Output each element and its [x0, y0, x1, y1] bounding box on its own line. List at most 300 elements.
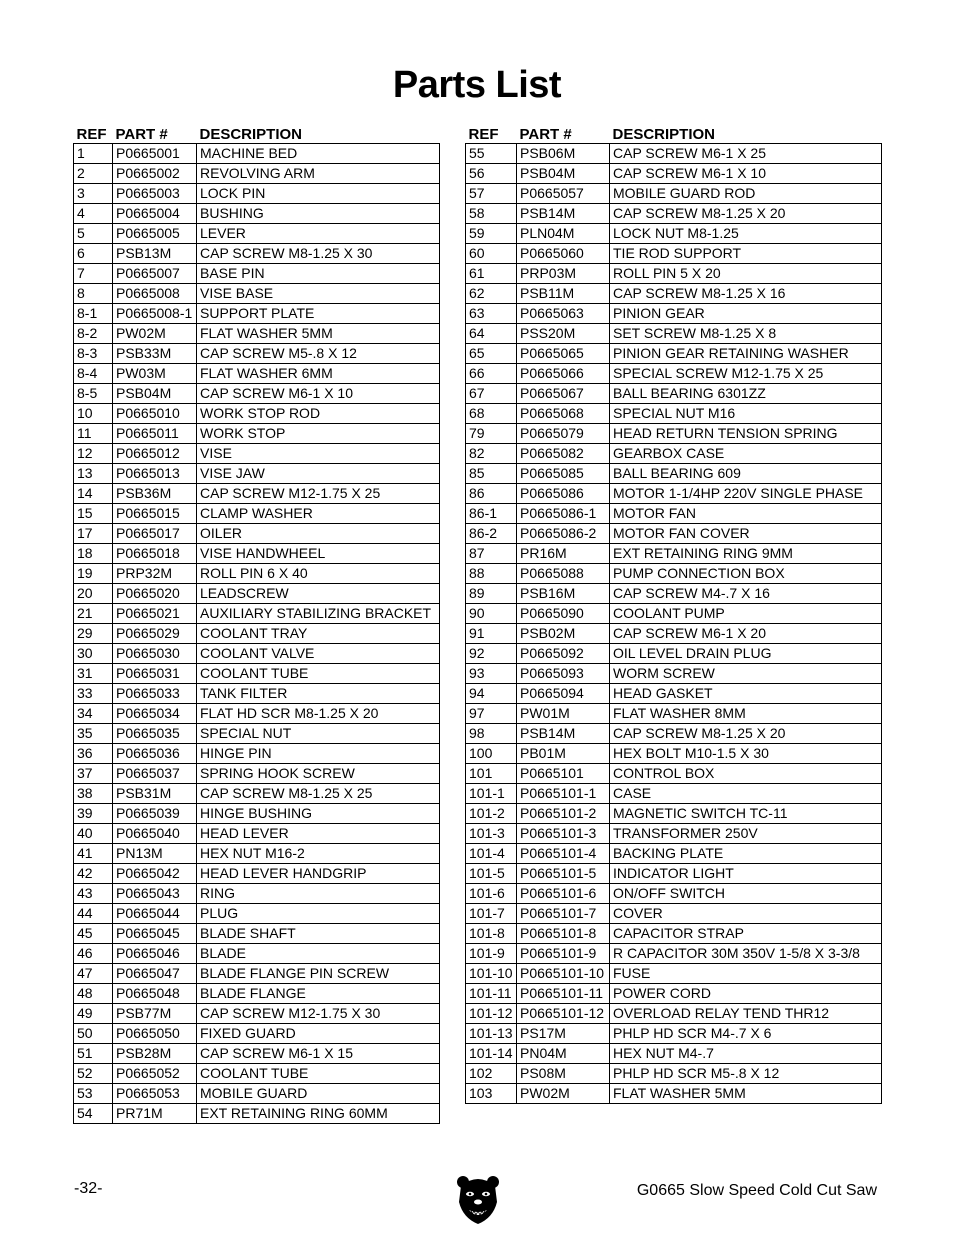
description-cell: CAP SCREW M6-1 X 15	[197, 1044, 440, 1064]
ref-cell: 3	[74, 184, 113, 204]
part-number-cell: PSB77M	[113, 1004, 197, 1024]
column-header-part: PART #	[115, 126, 168, 143]
table-row	[466, 224, 882, 244]
part-number-cell: P0665052	[113, 1064, 197, 1084]
description-cell: WORM SCREW	[610, 664, 882, 684]
column-header-description: DESCRIPTION	[612, 126, 716, 143]
table-row	[74, 744, 440, 764]
ref-cell: 101-12	[466, 1004, 517, 1024]
part-number-cell: PW02M	[113, 324, 197, 344]
part-number-cell: P0665086-1	[517, 504, 610, 524]
part-number-cell: P0665085	[517, 464, 610, 484]
table-row	[466, 284, 882, 304]
part-number-cell: P0665002	[113, 164, 197, 184]
table-row	[74, 344, 440, 364]
ref-cell: 101-14	[466, 1044, 517, 1064]
ref-cell: 101-11	[466, 984, 517, 1004]
description-cell: BALL BEARING 6301ZZ	[610, 384, 882, 404]
part-number-cell: P0665046	[113, 944, 197, 964]
bear-head-logo-icon	[457, 1174, 499, 1224]
ref-cell: 66	[466, 364, 517, 384]
part-number-cell: P0665101-5	[517, 864, 610, 884]
table-row	[74, 664, 440, 684]
part-number-cell: P0665030	[113, 644, 197, 664]
description-cell: FUSE	[610, 964, 882, 984]
ref-cell: 20	[74, 584, 113, 604]
table-row	[466, 604, 882, 624]
description-cell: WORK STOP ROD	[197, 404, 440, 424]
description-cell: HEX NUT M16-2	[197, 844, 440, 864]
ref-cell: 45	[74, 924, 113, 944]
table-row	[466, 904, 882, 924]
description-cell: HEAD LEVER	[197, 824, 440, 844]
part-number-cell: P0665101-11	[517, 984, 610, 1004]
ref-cell: 86	[466, 484, 517, 504]
part-number-cell: PSB06M	[517, 144, 610, 164]
description-cell: HEX BOLT M10-1.5 X 30	[610, 744, 882, 764]
description-cell: FLAT WASHER 5MM	[610, 1084, 882, 1104]
description-cell: MACHINE BED	[197, 144, 440, 164]
column-header-ref: REF	[468, 126, 499, 143]
description-cell: MAGNETIC SWITCH TC-11	[610, 804, 882, 824]
description-cell: HINGE PIN	[197, 744, 440, 764]
description-cell: PHLP HD SCR M4-.7 X 6	[610, 1024, 882, 1044]
part-number-cell: P0665068	[517, 404, 610, 424]
ref-cell: 5	[74, 224, 113, 244]
table-row	[466, 144, 882, 164]
table-row	[466, 1024, 882, 1044]
ref-cell: 102	[466, 1064, 517, 1084]
part-number-cell: PR16M	[517, 544, 610, 564]
table-row	[466, 504, 882, 524]
ref-cell: 51	[74, 1044, 113, 1064]
table-row	[74, 564, 440, 584]
description-cell: AUXILIARY STABILIZING BRACKET	[197, 604, 440, 624]
description-cell: OVERLOAD RELAY TEND THR12	[610, 1004, 882, 1024]
part-number-cell: PSB14M	[517, 204, 610, 224]
ref-cell: 101-5	[466, 864, 517, 884]
description-cell: SPRING HOOK SCREW	[197, 764, 440, 784]
description-cell: PLUG	[197, 904, 440, 924]
part-number-cell: P0665101-1	[517, 784, 610, 804]
model-name: G0665 Slow Speed Cold Cut Saw	[636, 1182, 877, 1199]
table-row	[74, 544, 440, 564]
description-cell: FLAT WASHER 8MM	[610, 704, 882, 724]
part-number-cell: P0665037	[113, 764, 197, 784]
description-cell: FLAT HD SCR M8-1.25 X 20	[197, 704, 440, 724]
description-cell: HINGE BUSHING	[197, 804, 440, 824]
part-number-cell: PS08M	[517, 1064, 610, 1084]
ref-cell: 101-13	[466, 1024, 517, 1044]
table-row	[466, 644, 882, 664]
part-number-cell: PSB02M	[517, 624, 610, 644]
table-row	[466, 184, 882, 204]
table-row	[74, 144, 440, 164]
description-cell: POWER CORD	[610, 984, 882, 1004]
description-cell: CAP SCREW M8-1.25 X 25	[197, 784, 440, 804]
part-number-cell: PSB28M	[113, 1044, 197, 1064]
description-cell: EXT RETAINING RING 9MM	[610, 544, 882, 564]
description-cell: TRANSFORMER 250V	[610, 824, 882, 844]
part-number-cell: P0665034	[113, 704, 197, 724]
ref-cell: 57	[466, 184, 517, 204]
ref-cell: 101-3	[466, 824, 517, 844]
ref-cell: 59	[466, 224, 517, 244]
ref-cell: 6	[74, 244, 113, 264]
ref-cell: 58	[466, 204, 517, 224]
part-number-cell: PSB13M	[113, 244, 197, 264]
table-row	[74, 1004, 440, 1024]
part-number-cell: P0665018	[113, 544, 197, 564]
ref-cell: 37	[74, 764, 113, 784]
table-row	[466, 304, 882, 324]
table-row	[466, 724, 882, 744]
part-number-cell: PB01M	[517, 744, 610, 764]
ref-cell: 103	[466, 1084, 517, 1104]
ref-cell: 33	[74, 684, 113, 704]
ref-cell: 7	[74, 264, 113, 284]
table-row	[466, 464, 882, 484]
description-cell: CAP SCREW M12-1.75 X 25	[197, 484, 440, 504]
part-number-cell: P0665017	[113, 524, 197, 544]
part-number-cell: P0665053	[113, 1084, 197, 1104]
description-cell: VISE	[197, 444, 440, 464]
description-cell: VISE BASE	[197, 284, 440, 304]
part-number-cell: P0665012	[113, 444, 197, 464]
ref-cell: 101-2	[466, 804, 517, 824]
table-row	[466, 864, 882, 884]
table-row	[74, 784, 440, 804]
table-row	[74, 984, 440, 1004]
part-number-cell: P0665092	[517, 644, 610, 664]
part-number-cell: P0665067	[517, 384, 610, 404]
ref-cell: 34	[74, 704, 113, 724]
ref-cell: 8-4	[74, 364, 113, 384]
description-cell: FIXED GUARD	[197, 1024, 440, 1044]
description-cell: BLADE SHAFT	[197, 924, 440, 944]
table-row	[466, 1084, 882, 1104]
description-cell: GEARBOX CASE	[610, 444, 882, 464]
part-number-cell: P0665082	[517, 444, 610, 464]
description-cell: MOTOR 1-1/4HP 220V SINGLE PHASE	[610, 484, 882, 504]
ref-cell: 4	[74, 204, 113, 224]
part-number-cell: PW02M	[517, 1084, 610, 1104]
part-number-cell: P0665005	[113, 224, 197, 244]
description-cell: CAP SCREW M8-1.25 X 30	[197, 244, 440, 264]
description-cell: PHLP HD SCR M5-.8 X 12	[610, 1064, 882, 1084]
part-number-cell: PSB36M	[113, 484, 197, 504]
ref-cell: 31	[74, 664, 113, 684]
description-cell: OIL LEVEL DRAIN PLUG	[610, 644, 882, 664]
description-cell: TIE ROD SUPPORT	[610, 244, 882, 264]
table-row	[466, 544, 882, 564]
table-row	[74, 824, 440, 844]
table-row	[74, 184, 440, 204]
table-row	[74, 484, 440, 504]
part-number-cell: PRP03M	[517, 264, 610, 284]
part-number-cell: P0665033	[113, 684, 197, 704]
table-row	[466, 704, 882, 724]
part-number-cell: P0665065	[517, 344, 610, 364]
table-row	[74, 324, 440, 344]
parts-table-left	[73, 123, 440, 1124]
table-row	[74, 584, 440, 604]
description-cell: CAP SCREW M6-1 X 20	[610, 624, 882, 644]
table-row	[74, 284, 440, 304]
part-number-cell: P0665029	[113, 624, 197, 644]
part-number-cell: P0665043	[113, 884, 197, 904]
table-row	[74, 404, 440, 424]
ref-cell: 56	[466, 164, 517, 184]
ref-cell: 36	[74, 744, 113, 764]
description-cell: ROLL PIN 5 X 20	[610, 264, 882, 284]
table-row	[466, 564, 882, 584]
description-cell: ON/OFF SWITCH	[610, 884, 882, 904]
part-number-cell: PLN04M	[517, 224, 610, 244]
part-number-cell: P0665036	[113, 744, 197, 764]
table-row	[74, 884, 440, 904]
part-number-cell: PN04M	[517, 1044, 610, 1064]
description-cell: CAPACITOR STRAP	[610, 924, 882, 944]
ref-cell: 10	[74, 404, 113, 424]
ref-cell: 87	[466, 544, 517, 564]
description-cell: OILER	[197, 524, 440, 544]
table-row	[74, 1044, 440, 1064]
table-row	[466, 344, 882, 364]
part-number-cell: P0665042	[113, 864, 197, 884]
description-cell: LEVER	[197, 224, 440, 244]
part-number-cell: P0665088	[517, 564, 610, 584]
ref-cell: 86-2	[466, 524, 517, 544]
description-cell: CAP SCREW M8-1.25 X 16	[610, 284, 882, 304]
ref-cell: 101-10	[466, 964, 517, 984]
ref-cell: 46	[74, 944, 113, 964]
part-number-cell: P0665031	[113, 664, 197, 684]
part-number-cell: P0665015	[113, 504, 197, 524]
description-cell: LEADSCREW	[197, 584, 440, 604]
part-number-cell: P0665008	[113, 284, 197, 304]
part-number-cell: P0665101-2	[517, 804, 610, 824]
part-number-cell: PSB16M	[517, 584, 610, 604]
part-number-cell: P0665020	[113, 584, 197, 604]
description-cell: MOBILE GUARD ROD	[610, 184, 882, 204]
description-cell: COOLANT PUMP	[610, 604, 882, 624]
part-number-cell: PN13M	[113, 844, 197, 864]
ref-cell: 63	[466, 304, 517, 324]
description-cell: COOLANT TUBE	[197, 1064, 440, 1084]
part-number-cell: P0665040	[113, 824, 197, 844]
ref-cell: 82	[466, 444, 517, 464]
part-number-cell: P0665090	[517, 604, 610, 624]
ref-cell: 52	[74, 1064, 113, 1084]
description-cell: LOCK NUT M8-1.25	[610, 224, 882, 244]
part-number-cell: PS17M	[517, 1024, 610, 1044]
ref-cell: 65	[466, 344, 517, 364]
ref-cell: 91	[466, 624, 517, 644]
part-number-cell: P0665004	[113, 204, 197, 224]
ref-cell: 19	[74, 564, 113, 584]
table-row	[74, 424, 440, 444]
part-number-cell: P0665007	[113, 264, 197, 284]
ref-cell: 101-7	[466, 904, 517, 924]
part-number-cell: P0665048	[113, 984, 197, 1004]
part-number-cell: PSS20M	[517, 324, 610, 344]
table-row	[466, 484, 882, 504]
part-number-cell: PSB04M	[517, 164, 610, 184]
table-row	[74, 464, 440, 484]
ref-cell: 68	[466, 404, 517, 424]
table-row	[74, 204, 440, 224]
table-row	[74, 644, 440, 664]
description-cell: PINION GEAR	[610, 304, 882, 324]
ref-cell: 8-1	[74, 304, 113, 324]
page-number: -32-	[74, 1180, 103, 1197]
description-cell: RING	[197, 884, 440, 904]
ref-cell: 101-4	[466, 844, 517, 864]
ref-cell: 35	[74, 724, 113, 744]
ref-cell: 90	[466, 604, 517, 624]
description-cell: CAP SCREW M8-1.25 X 20	[610, 724, 882, 744]
part-number-cell: P0665013	[113, 464, 197, 484]
description-cell: FLAT WASHER 5MM	[197, 324, 440, 344]
ref-cell: 39	[74, 804, 113, 824]
table-row	[466, 524, 882, 544]
ref-cell: 48	[74, 984, 113, 1004]
part-number-cell: P0665011	[113, 424, 197, 444]
page-title: Parts List	[392, 64, 562, 106]
ref-cell: 47	[74, 964, 113, 984]
part-number-cell: P0665010	[113, 404, 197, 424]
description-cell: SPECIAL SCREW M12-1.75 X 25	[610, 364, 882, 384]
description-cell: CASE	[610, 784, 882, 804]
table-row	[74, 864, 440, 884]
table-row	[74, 964, 440, 984]
part-number-cell: PSB31M	[113, 784, 197, 804]
description-cell: COOLANT TUBE	[197, 664, 440, 684]
table-row	[466, 684, 882, 704]
ref-cell: 101-8	[466, 924, 517, 944]
table-row	[74, 244, 440, 264]
table-row	[74, 624, 440, 644]
ref-cell: 21	[74, 604, 113, 624]
ref-cell: 2	[74, 164, 113, 184]
part-number-cell: P0665008-1	[113, 304, 197, 324]
table-row	[74, 504, 440, 524]
table-row	[74, 1064, 440, 1084]
ref-cell: 62	[466, 284, 517, 304]
table-row	[74, 1024, 440, 1044]
part-number-cell: P0665044	[113, 904, 197, 924]
description-cell: MOTOR FAN	[610, 504, 882, 524]
table-row	[466, 844, 882, 864]
ref-cell: 11	[74, 424, 113, 444]
table-row	[466, 1044, 882, 1064]
ref-cell: 101	[466, 764, 517, 784]
description-cell: CAP SCREW M12-1.75 X 30	[197, 1004, 440, 1024]
ref-cell: 88	[466, 564, 517, 584]
description-cell: R CAPACITOR 30M 350V 1-5/8 X 3-3/8	[610, 944, 882, 964]
description-cell: COOLANT TRAY	[197, 624, 440, 644]
part-number-cell: P0665057	[517, 184, 610, 204]
table-row	[466, 424, 882, 444]
table-row	[74, 444, 440, 464]
ref-cell: 54	[74, 1104, 113, 1124]
table-row	[74, 804, 440, 824]
part-number-cell: P0665050	[113, 1024, 197, 1044]
ref-cell: 92	[466, 644, 517, 664]
ref-cell: 53	[74, 1084, 113, 1104]
part-number-cell: P0665001	[113, 144, 197, 164]
table-row	[74, 1084, 440, 1104]
column-header-description: DESCRIPTION	[199, 126, 303, 143]
description-cell: CAP SCREW M6-1 X 25	[610, 144, 882, 164]
ref-cell: 8	[74, 284, 113, 304]
ref-cell: 12	[74, 444, 113, 464]
description-cell: CAP SCREW M5-.8 X 12	[197, 344, 440, 364]
part-number-cell: P0665093	[517, 664, 610, 684]
ref-cell: 86-1	[466, 504, 517, 524]
description-cell: CONTROL BOX	[610, 764, 882, 784]
table-row	[74, 524, 440, 544]
table-row	[466, 164, 882, 184]
description-cell: BUSHING	[197, 204, 440, 224]
part-number-cell: P0665086-2	[517, 524, 610, 544]
part-number-cell: PSB11M	[517, 284, 610, 304]
ref-cell: 93	[466, 664, 517, 684]
description-cell: BLADE	[197, 944, 440, 964]
ref-cell: 100	[466, 744, 517, 764]
table-row	[466, 264, 882, 284]
description-cell: COOLANT VALVE	[197, 644, 440, 664]
part-number-cell: P0665094	[517, 684, 610, 704]
ref-cell: 43	[74, 884, 113, 904]
description-cell: BASE PIN	[197, 264, 440, 284]
table-row	[74, 844, 440, 864]
description-cell: HEAD GASKET	[610, 684, 882, 704]
description-cell: TANK FILTER	[197, 684, 440, 704]
description-cell: HEAD LEVER HANDGRIP	[197, 864, 440, 884]
table-row	[74, 764, 440, 784]
table-row	[466, 804, 882, 824]
part-number-cell: P0665101-9	[517, 944, 610, 964]
description-cell: PINION GEAR RETAINING WASHER	[610, 344, 882, 364]
part-number-cell: P0665086	[517, 484, 610, 504]
table-row	[466, 824, 882, 844]
ref-cell: 101-9	[466, 944, 517, 964]
ref-cell: 29	[74, 624, 113, 644]
description-cell: LOCK PIN	[197, 184, 440, 204]
ref-cell: 98	[466, 724, 517, 744]
ref-cell: 64	[466, 324, 517, 344]
description-cell: PUMP CONNECTION BOX	[610, 564, 882, 584]
part-number-cell: P0665066	[517, 364, 610, 384]
table-row	[466, 204, 882, 224]
ref-cell: 15	[74, 504, 113, 524]
ref-cell: 18	[74, 544, 113, 564]
part-number-cell: P0665101-10	[517, 964, 610, 984]
table-row	[74, 604, 440, 624]
description-cell: INDICATOR LIGHT	[610, 864, 882, 884]
table-row	[74, 164, 440, 184]
part-number-cell: PRP32M	[113, 564, 197, 584]
part-number-cell: PSB14M	[517, 724, 610, 744]
description-cell: VISE HANDWHEEL	[197, 544, 440, 564]
part-number-cell: P0665101-6	[517, 884, 610, 904]
table-row	[74, 924, 440, 944]
table-row	[74, 704, 440, 724]
description-cell: HEAD RETURN TENSION SPRING	[610, 424, 882, 444]
description-cell: VISE JAW	[197, 464, 440, 484]
